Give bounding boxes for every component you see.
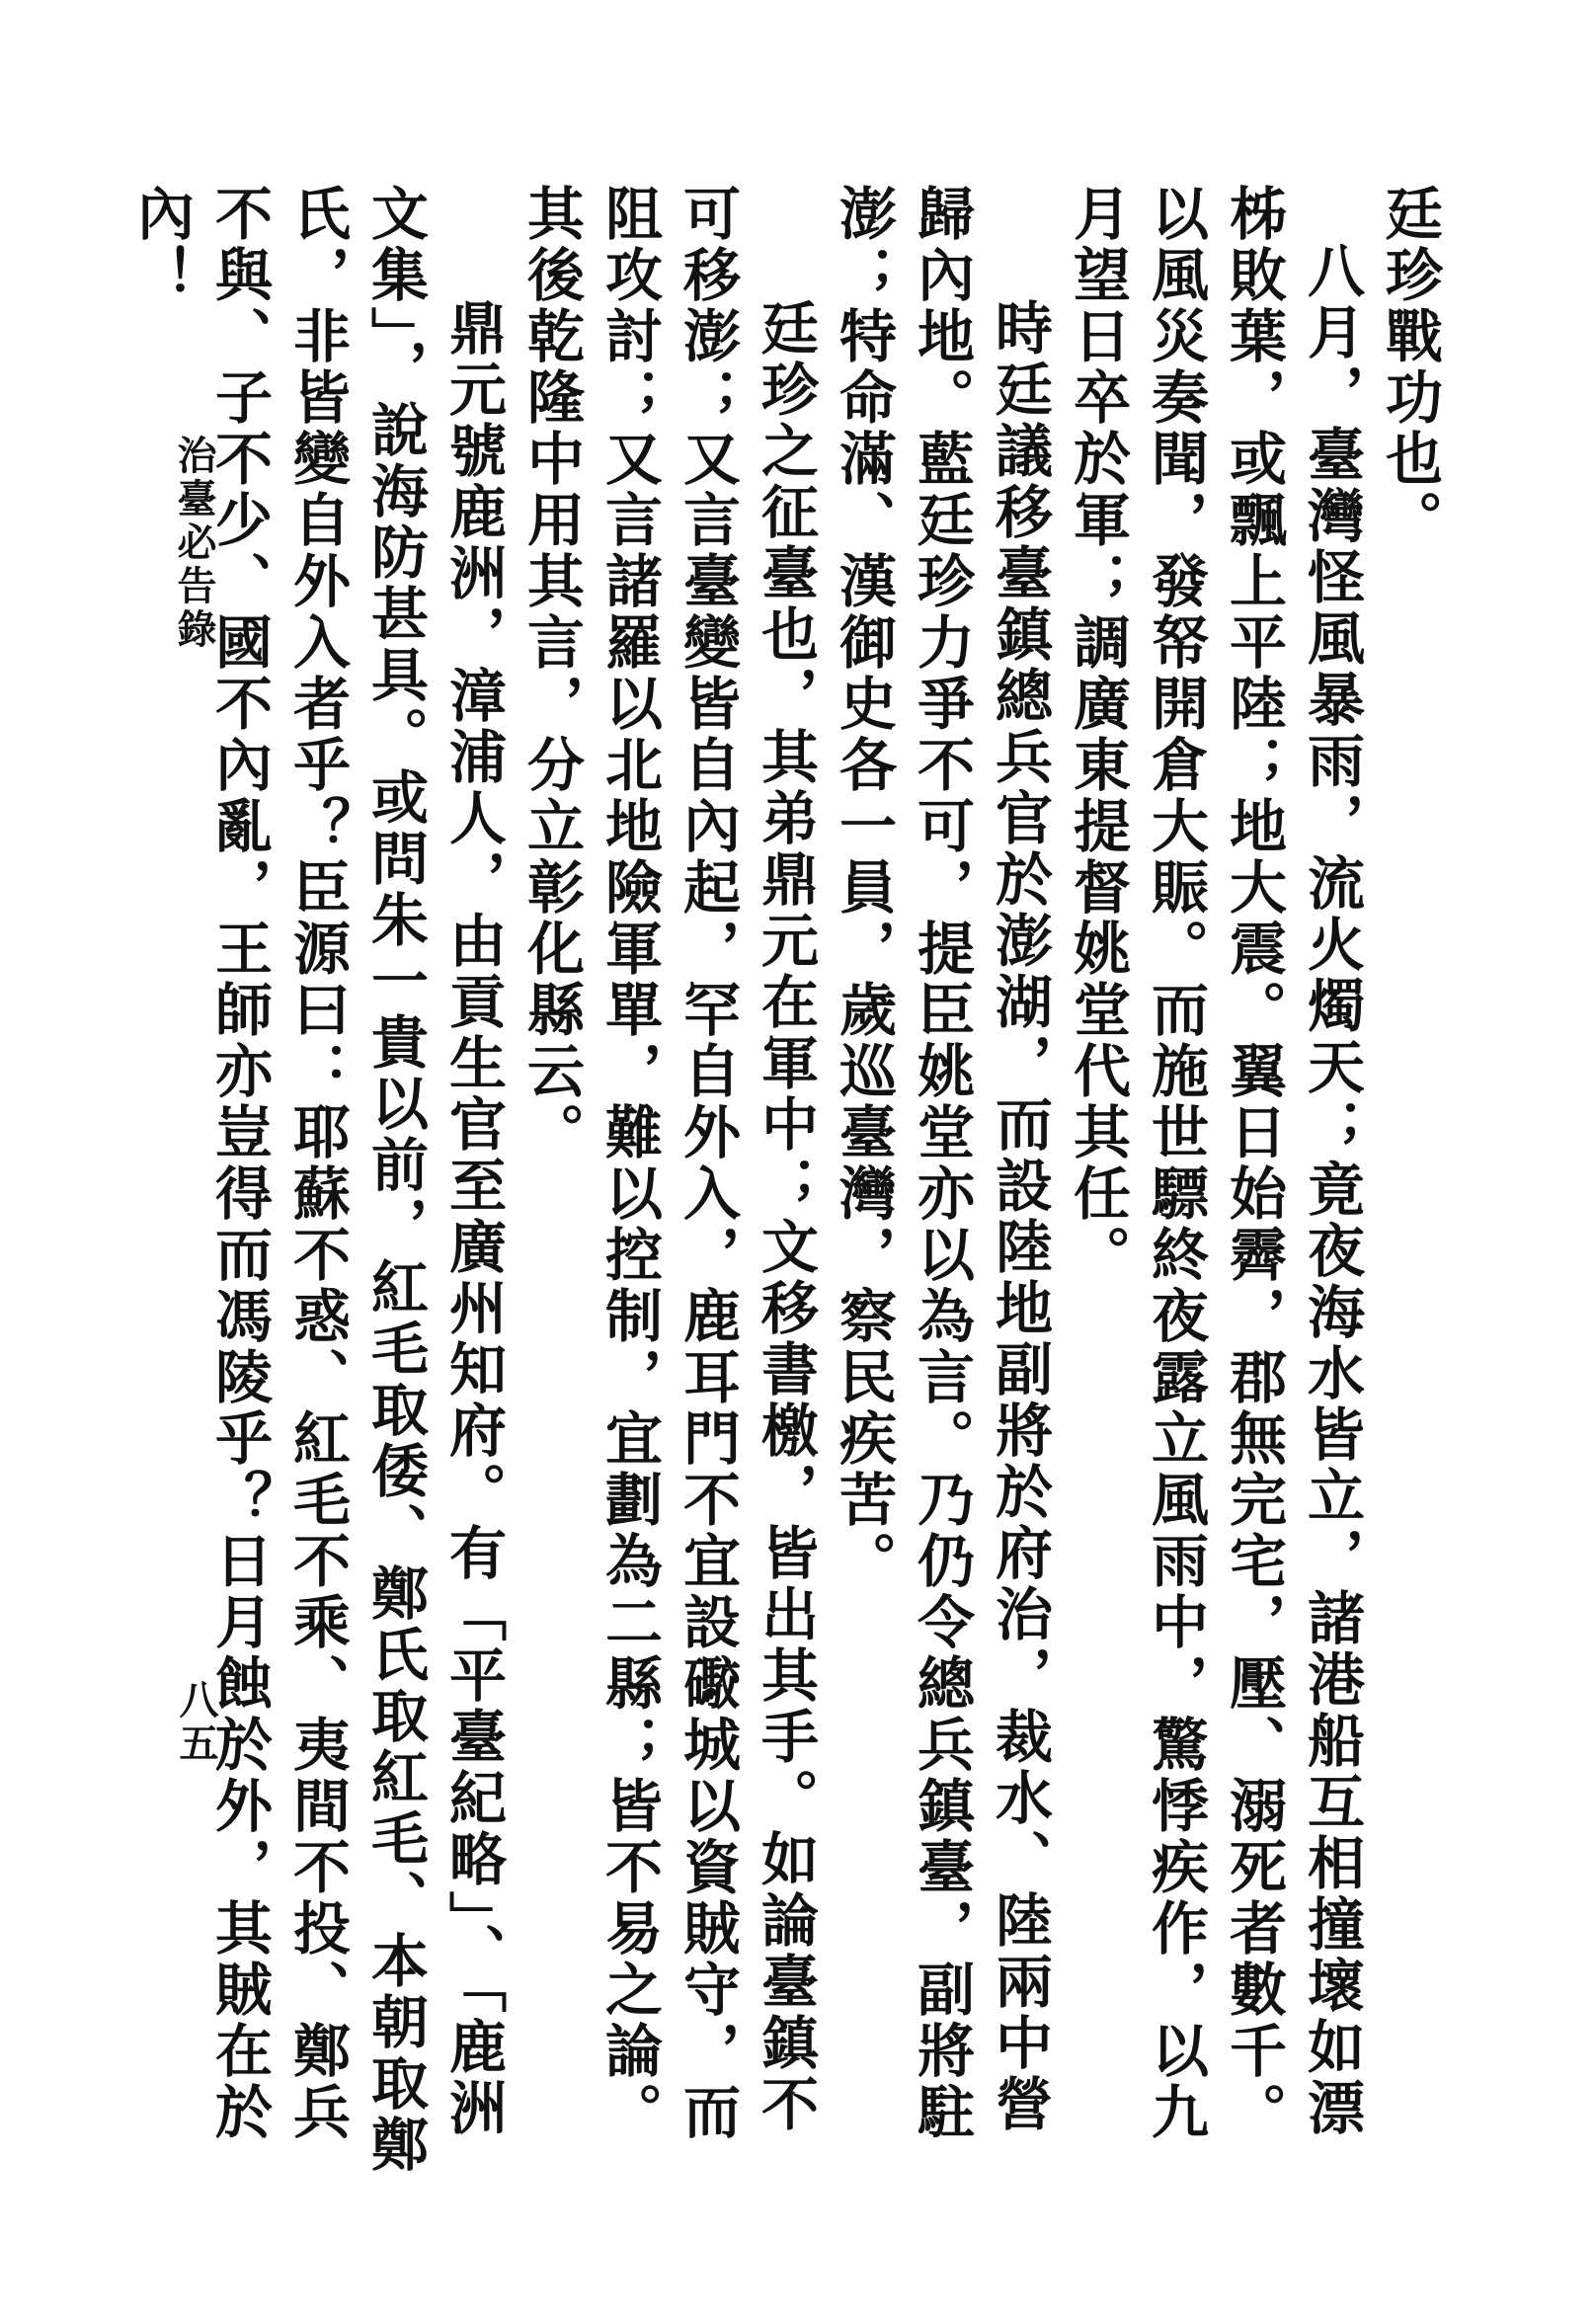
paragraph-5: 鼎元號鹿洲，漳浦人，由貢生官至廣州知府。有「平臺紀略」、「鹿洲文集」，說海防甚具。或問朱一貴以前，紅毛取倭、鄭氏取紅毛、本朝取鄭氏，非皆變自外入者乎？臣源曰：耶蘇不惑、紅毛不乘、夷間不投、鄭兵不與、子不少、國不內亂，王師亦豈得而馮陵乎？日月蝕於外，其賊在於內！: [127, 184, 507, 2176]
main-text: [121, 184, 1448, 2189]
paragraph-2: 八月，臺灣怪風暴雨，流火燭天；竟夜海水皆立，諸港船互相撞壞如漂柹敗葉，或飄上平陸；地大震。翼日始霽，郡無完宅，壓、溺死者數千。以風災奏聞，發帑開倉大賑。而施世驃終夜露立風雨中，驚悸疾作，以九月望日卒於軍；調廣東提督姚堂代其任。: [1064, 184, 1365, 2143]
paragraph-1: 廷珍戰功也。: [1376, 184, 1443, 551]
running-title: 治臺必告錄: [171, 435, 217, 652]
page-number: 八五: [173, 1679, 219, 1766]
paragraph-3: 時廷議移臺鎮總兵官於澎湖，而設陸地副將於府治，裁水、陸兩中營歸內地。藍廷珍力爭不可，提臣姚堂亦以為言。乃仍令總兵鎮臺，副將駐澎；特命滿、漢御史各一員，歲巡臺灣，察民疾苦。: [830, 184, 1053, 2143]
paragraph-4: 廷珍之征臺也，其弟鼎元在軍中；文移書檄，皆出其手。如論臺鎮不可移澎；又言臺變皆自內起，罕自外入，鹿耳門不宜設礮城以資賊守，而阻攻討；又言諸羅以北地險軍單，難以控制，宜劃為二縣；皆不易之論。其後乾隆中用其言，分立彰化縣云。: [518, 184, 819, 2143]
